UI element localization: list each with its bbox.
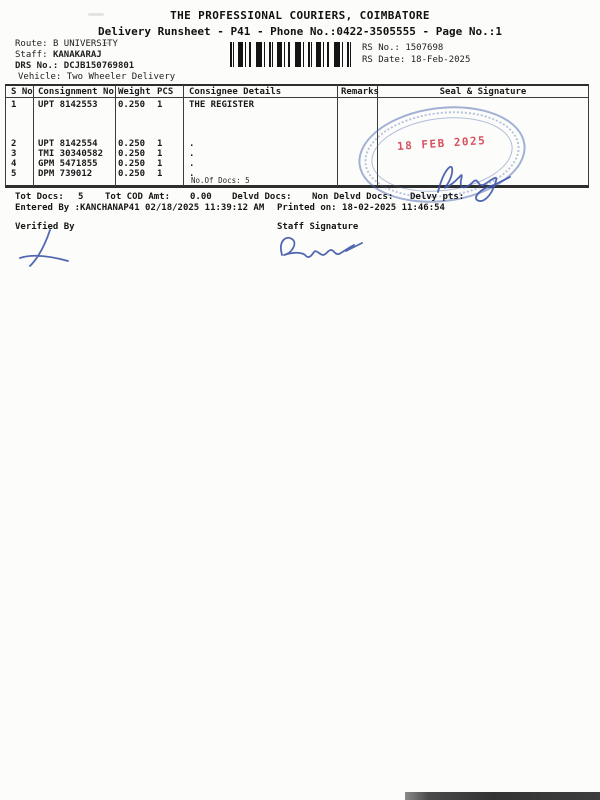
vehicle-label: Vehicle:: [18, 72, 62, 82]
cell-consignment: TMI 30340582: [38, 149, 104, 159]
tot-docs-value: 5: [78, 192, 84, 202]
verified-by-label: Verified By: [15, 222, 75, 232]
entered-by: Entered By :KANCHANAP41 02/18/2025 11:39:12 AM: [15, 203, 265, 213]
scan-artifact-bar: [405, 792, 600, 800]
cell-sno: 1: [11, 100, 17, 110]
table-header-divider: [5, 97, 589, 98]
cell-weight: 0.250: [118, 149, 146, 159]
cell-weight: 0.250: [118, 139, 146, 149]
table-column-divider: [115, 85, 116, 186]
col-header-sno: S No: [11, 87, 33, 97]
non-delvd-docs-label: Non Delvd Docs:: [312, 192, 394, 202]
drs-value: DCJB150769801: [63, 61, 135, 71]
page-title: THE PROFESSIONAL COURIERS, COIMBATORE: [170, 9, 430, 22]
staff-signature-label: Staff Signature: [277, 222, 359, 232]
cell-pcs: 1: [157, 139, 163, 149]
cell-pcs: 1: [157, 149, 163, 159]
cell-consignment: DPM 739012: [38, 169, 93, 179]
cell-sno: 2: [11, 139, 17, 149]
table-column-divider: [588, 85, 589, 186]
cell-consignee: .: [189, 139, 195, 149]
col-header-seal: Seal & Signature: [439, 87, 527, 97]
vehicle-line: [18, 72, 175, 82]
route-value: B UNIVERSITY: [52, 39, 118, 49]
cell-consignment: UPT 8142554: [38, 139, 98, 149]
col-header-remarks: Remarks: [341, 87, 379, 97]
route-line: [15, 39, 118, 49]
staff-label: Staff:: [15, 50, 48, 60]
cell-sno: 4: [11, 159, 17, 169]
col-header-consignment: Consignment No: [38, 87, 114, 97]
cell-sno: 5: [11, 169, 17, 179]
table-column-divider: [337, 85, 338, 186]
route-label: Route:: [15, 39, 48, 49]
cell-consignee: THE REGISTER: [189, 100, 255, 110]
cell-consignee: .: [189, 159, 195, 169]
cell-sno: 3: [11, 149, 17, 159]
page-subtitle: Delivery Runsheet - P41 - Phone No.:0422-3505555 - Page No.:1: [98, 25, 502, 38]
cell-pcs: 1: [157, 100, 163, 110]
staff-line: [15, 50, 102, 60]
cell-pcs: 1: [157, 169, 163, 179]
table-border-top: [5, 84, 589, 86]
delvd-docs-label: Delvd Docs:: [232, 192, 292, 202]
printed-on: Printed on: 18-02-2025 11:46:54: [277, 203, 445, 213]
col-header-consignee: Consignee Details: [189, 87, 282, 97]
table-column-divider: [33, 85, 34, 186]
tot-cod-label: Tot COD Amt:: [105, 192, 171, 202]
cell-pcs: 1: [157, 159, 163, 169]
scan-artifact-smudge: [88, 13, 104, 16]
no-of-docs: No.Of Docs: 5: [191, 176, 250, 185]
tot-docs-label: Tot Docs:: [15, 192, 64, 202]
col-header-pcs: PCS: [157, 87, 174, 97]
barcode-icon: [230, 42, 351, 67]
cell-consignee: .: [189, 169, 195, 179]
stamp-date: 18 FEB 2025: [396, 133, 487, 154]
cell-weight: 0.250: [118, 100, 146, 110]
drs-label: DRS No.:: [15, 61, 59, 71]
rs-date: RS Date: 18-Feb-2025: [362, 55, 471, 65]
cell-consignee: .: [189, 149, 195, 159]
tot-cod-value: 0.00: [190, 192, 212, 202]
cell-weight: 0.250: [118, 159, 146, 169]
delvy-pts-label: Delvy pts:: [410, 192, 465, 202]
vehicle-value: Two Wheeler Delivery: [66, 72, 176, 82]
rs-no: RS No.: 1507698: [362, 43, 444, 53]
staff-signature: [276, 231, 366, 261]
verified-by-signature: [16, 228, 76, 270]
staff-value: KANAKARAJ: [52, 50, 102, 60]
cell-weight: 0.250: [118, 169, 146, 179]
cell-consignment: UPT 8142553: [38, 100, 98, 110]
col-header-weight: Weight: [118, 87, 151, 97]
cell-consignment: GPM 5471855: [38, 159, 98, 169]
table-column-divider: [183, 85, 184, 186]
table-column-divider: [5, 85, 6, 186]
drs-line: [15, 61, 134, 71]
